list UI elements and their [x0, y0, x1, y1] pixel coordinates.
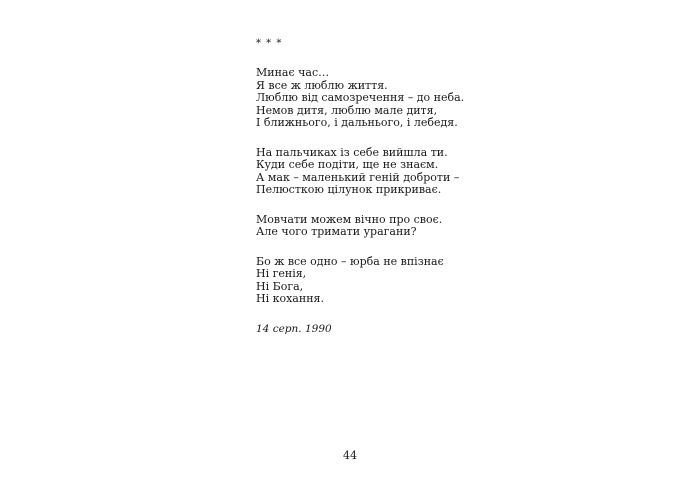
poem — [256, 37, 556, 336]
poem-separator: * * * — [256, 38, 283, 49]
poem-line: Ні генія, — [256, 267, 307, 280]
poem-line: Але чого тримати урагани? — [256, 225, 417, 238]
stanza-3 — [256, 214, 556, 239]
poem-line: Ні кохання. — [256, 292, 324, 305]
poem-line: А мак – маленький геній доброти – — [256, 170, 460, 184]
poem-line: Бо ж все одно – юрба не впізнає — [256, 254, 444, 268]
poem-line: Ні Бога, — [256, 279, 304, 293]
poem-line: І ближнього, і дальнього, і лебедя. — [256, 116, 458, 129]
poem-line: Куди себе подіти, ще не знаєм. — [256, 158, 439, 171]
poem-line: Немов дитя, люблю мале дитя, — [256, 103, 438, 117]
poem-line: Я все ж люблю життя. — [256, 78, 388, 92]
poem-line: На пальчиках із себе вийшла ти. — [256, 145, 448, 159]
poem-line: Мовчати можем вічно про своє. — [256, 212, 443, 226]
page-number: 44 — [343, 449, 357, 462]
poem-line: Минає час… — [256, 66, 330, 79]
poem-date: 14 серп. 1990 — [256, 322, 332, 335]
poem-line: Пелюсткою цілунок прикриває. — [256, 183, 442, 196]
poem-line: Люблю від самозречення – до неба. — [256, 91, 465, 104]
stanza-4 — [256, 256, 556, 306]
stanza-2 — [256, 147, 556, 197]
stanza-1 — [256, 67, 556, 130]
